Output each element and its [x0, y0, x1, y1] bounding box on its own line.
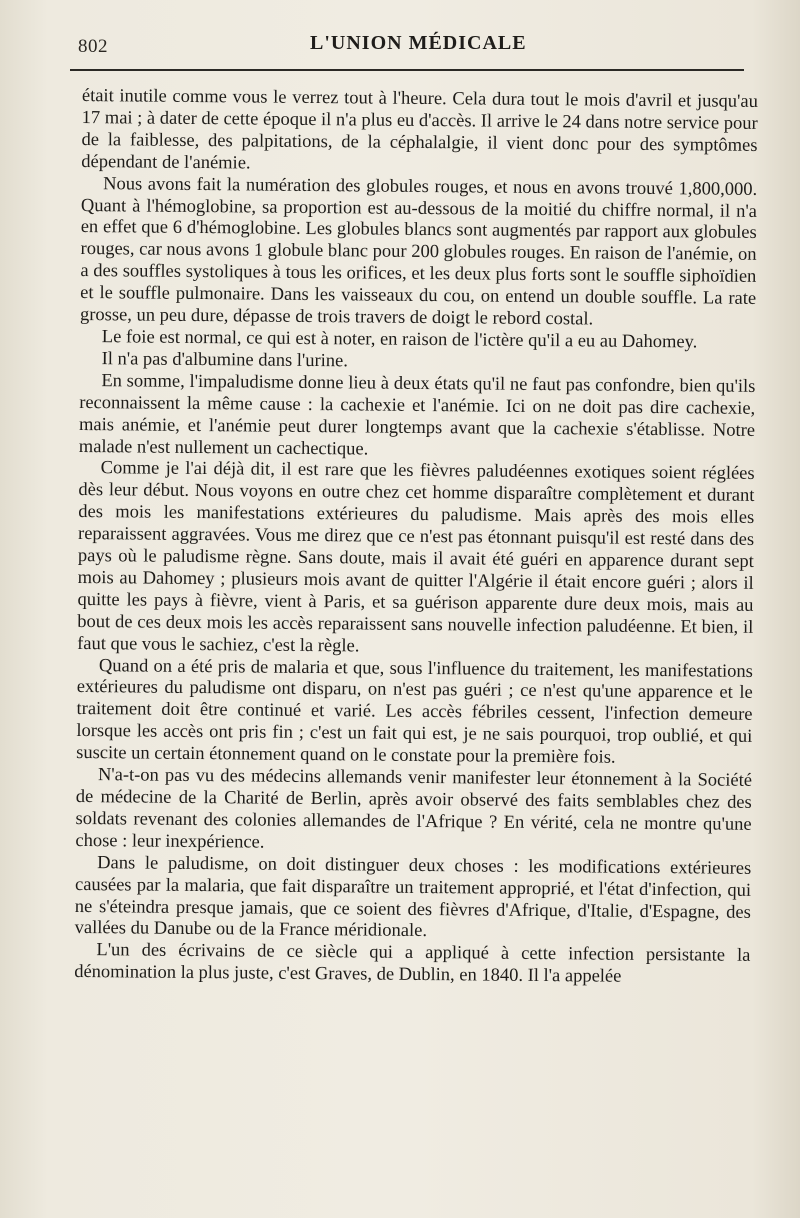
paragraph-8: N'a-t-on pas vu des médecins allemands venir manifester leur étonnement à la Société de médecine de la Charité de Berlin, après avoir observé des faits semblables chez des soldats revenant des colonies allemandes de l'Afrique ? En vérité, cela ne montre qu'une chose : leur inexpérience. [75, 765, 753, 853]
paragraph-5: En somme, l'impaludisme donne lieu à deux états qu'il ne faut pas confondre, bien qu'ils reconnaissent la même cause : la cachexie et l'anémie. Ici on ne doit pas dire cachexie, mais anémie, et l'anémie peut durer longtemps avant que la cachexie s'établisse. Notre malade n'est nullement un cachectique. [78, 370, 756, 460]
page-header [60, 32, 750, 60]
header-rule [70, 69, 744, 71]
page-number: 802 [78, 36, 108, 57]
paragraph-3: Le foie est normal, ce qui est à noter, en raison de l'ictère qu'il a eu au Dahomey. [101, 327, 698, 353]
running-title: L'UNION MÉDICALE [310, 32, 527, 54]
paragraph-2: Nous avons fait la numération des globules rouges, et nous en avons trouvé 1,800,000. Quant à l'hémoglobine, sa proportion est au-dessous de la moitié du chiffre normal, il n'a en effet que 6 d'hémoglobine. Les globules blancs sont augmentés par rapport aux globules rouges, car nous avons 1 globule blanc pour 200 globules rouges. En raison de l'anémie, on a des souffles systoliques à tous les orifices, et les deux plus forts sont le souffle siphoïdien et le souffle pulmonaire. Dans les vaisseaux du cou, on entend un double souffle. La rate grosse, un peu dure, dépasse de trois travers de doigt le rebord costal. [79, 173, 758, 330]
paragraph-1: était inutile comme vous le verrez tout à l'heure. Cela dura tout le mois d'avril et jusqu'au 17 mai ; à dater de cette époque il n'a plus eu d'accès. Il arrive le 24 dans notre service pour de la faiblesse, des palpitations, de la céphalalgie, il vient donc pour des symptômes dépendant de l'anémie. [81, 86, 758, 174]
paragraph-10: L'un des écrivains de ce siècle qui a appliqué à cette infection persistante la dénomination la plus juste, c'est Graves, de Dublin, en 1840. Il l'a appelée [74, 940, 751, 987]
article-body [74, 86, 758, 990]
paragraph-4: Il n'a pas d'albumine dans l'urine. [101, 349, 349, 372]
paragraph-7: Quand on a été pris de malaria et que, sous l'influence du traitement, les manifestations extérieures du paludisme ont disparu, on n'est pas guéri ; ce n'est qu'une apparence et le traitement doit être continué et varié. Les accès fébriles cessent, l'infection demeure lorsque les accès ont pris fin ; c'est un fait qui est, je ne sais pourquoi, trop oublié, et qui suscite un certain étonnement quand on le constate pour la première fois. [76, 655, 754, 768]
paragraph-9: Dans le paludisme, on doit distinguer deux choses : les modifications extérieures causées par la malaria, que fait disparaître un traitement approprié, et l'état d'infection, qui ne s'éteindra presque jamais, que ce soient des fièvres d'Afrique, d'Italie, d'Espagne, des vallées du Danube ou de la France méridionale. [74, 852, 752, 942]
paragraph-6: Comme je l'ai déjà dit, il est rare que les fièvres paludéennes exotiques soient réglées dès leur début. Nous voyons en outre chez cet homme disparaître complètement et durant des mois les manifestations extérieures du paludisme. Mais après des mois elles reparaissent aggravées. Vous me direz que ce n'est pas étonnant puisqu'il est resté dans des pays où le paludisme règne. Sans doute, mais il avait été guéri en apparence durant sept mois au Dahomey ; plusieurs mois avant de quitter l'Algérie il était encore guéri ; alors il quitte les pays à fièvre, vient à Paris, et sa guérison apparente dure deux mois, mais au bout de ces deux mois les accès reparaissent sans nouvelle infection paludéenne. Et bien, il faut que vous le sachiez, c'est la règle. [77, 458, 755, 657]
